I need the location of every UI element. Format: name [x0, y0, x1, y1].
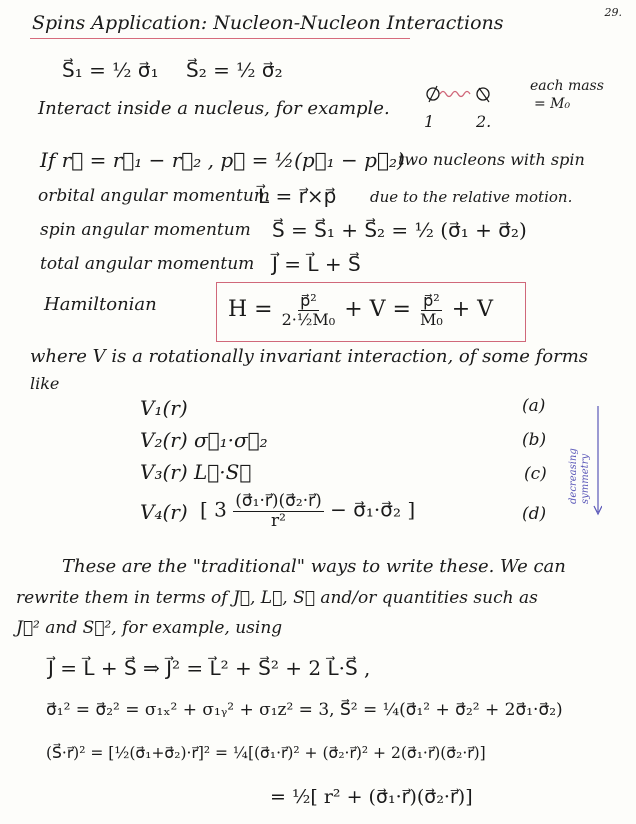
mass-value: = M₀ [534, 96, 571, 112]
if-definitions: If r⃗ = r⃗₁ − r⃗₂ , p⃗ = ½(p⃗₁ − p⃗₂) [40, 148, 405, 172]
kinetic-numerator-2: p⃗² [423, 291, 440, 310]
hamiltonian-label: Hamiltonian [44, 294, 157, 315]
form-b-expression: V₂(r) σ⃗₁·σ⃗₂ [140, 428, 268, 452]
nucleon-label-2: 2. [476, 112, 492, 131]
intro-line: Interact inside a nucleus, for example. [38, 98, 390, 119]
kinetic-denominator-1: 2·½M₀ [281, 309, 336, 329]
decreasing-symmetry-note [562, 404, 602, 519]
kinetic-denominator-2: M₀ [419, 309, 443, 329]
h-symbol: H = [228, 297, 273, 323]
form-d-expression: V₄(r) [140, 500, 188, 524]
page-title: Spins Application: Nucleon-Nucleon Interactions [32, 12, 504, 34]
total-am-equation: J⃗ = L⃗ + S⃗ [272, 252, 361, 276]
equation-4: = ½[ r² + (σ⃗₁·r⃗)(σ⃗₂·r⃗)] [270, 786, 473, 808]
form-c-expression: V₃(r) L⃗·S⃗ [140, 460, 252, 484]
paragraph-line-2: rewrite them in terms of J⃗, L⃗, S⃗ and/or quantities such as [16, 588, 538, 608]
paragraph-line-1: These are the "traditional" ways to write these. We can [62, 556, 566, 577]
two-nucleons-note: two nucleons with spin [398, 150, 585, 169]
kinetic-numerator-1: p⃗² [300, 291, 317, 310]
tensor-numerator: (σ⃗₁·r⃗)(σ⃗₂·r⃗) [235, 491, 322, 511]
page-number: 29. [604, 6, 622, 19]
plus-v-equals: + V = [344, 297, 411, 323]
where-line: where V is a rotationally invariant interaction, of some forms [30, 346, 589, 367]
orbital-label: orbital angular momentum [38, 186, 270, 206]
tensor-fraction [233, 492, 324, 530]
form-a-tag: (a) [522, 396, 546, 416]
tensor-term [200, 492, 415, 530]
form-a-expression: V₁(r) [140, 396, 188, 420]
form-d-tag: (d) [522, 504, 547, 524]
symmetry-text: symmetry [580, 453, 591, 504]
like-word: like [30, 374, 60, 393]
hamiltonian-equation [228, 292, 493, 328]
spin2-definition: S⃗₂ = ½ σ⃗₂ [186, 58, 283, 82]
spin-equation: S⃗ = S⃗₁ + S⃗₂ = ½ (σ⃗₁ + σ⃗₂) [272, 218, 527, 242]
title-underline [30, 38, 410, 39]
tensor-rest: − σ⃗₁·σ⃗₂ ] [330, 497, 416, 522]
tensor-open: [ 3 [200, 497, 227, 522]
equation-2: σ⃗₁² = σ⃗₂² = σ₁ₓ² + σ₁ᵧ² + σ₁z² = 3, S⃗² = ¼(σ⃗₁² + σ⃗₂² + 2σ⃗₁·σ⃗₂) [46, 700, 563, 720]
plus-v: + V [451, 297, 494, 323]
spin1-definition: S⃗₁ = ½ σ⃗₁ [62, 58, 159, 82]
two-nucleon-diagram [425, 78, 505, 118]
equation-1: J⃗ = L⃗ + S⃗ ⇒ J⃗² = L⃗² + S⃗² + 2 L⃗·S⃗ , [48, 656, 371, 680]
paragraph-line-3: J⃗² and S⃗², for example, using [16, 618, 283, 638]
orbital-equation: L⃗ = r⃗×p⃗ [258, 184, 337, 208]
each-mass-note: each mass [530, 78, 604, 94]
form-c-tag: (c) [524, 464, 547, 484]
tensor-denominator: r² [271, 510, 286, 531]
decreasing-text: decreasing [568, 448, 579, 504]
spin-label: spin angular momentum [40, 220, 251, 240]
equation-3: (S⃗·r⃗)² = [½(σ⃗₁+σ⃗₂)·r⃗]² = ¼[(σ⃗₁·r⃗)² + (σ⃗₂·r⃗)² + 2(σ⃗₁·r⃗)(σ⃗₂·r⃗)] [46, 744, 486, 762]
relative-motion-note: due to the relative motion. [370, 188, 573, 206]
kinetic-fraction-1 [280, 292, 338, 328]
nucleon-label-1: 1 [424, 112, 435, 131]
kinetic-fraction-2 [418, 292, 445, 328]
form-b-tag: (b) [522, 430, 547, 450]
total-am-label: total angular momentum [40, 254, 255, 274]
